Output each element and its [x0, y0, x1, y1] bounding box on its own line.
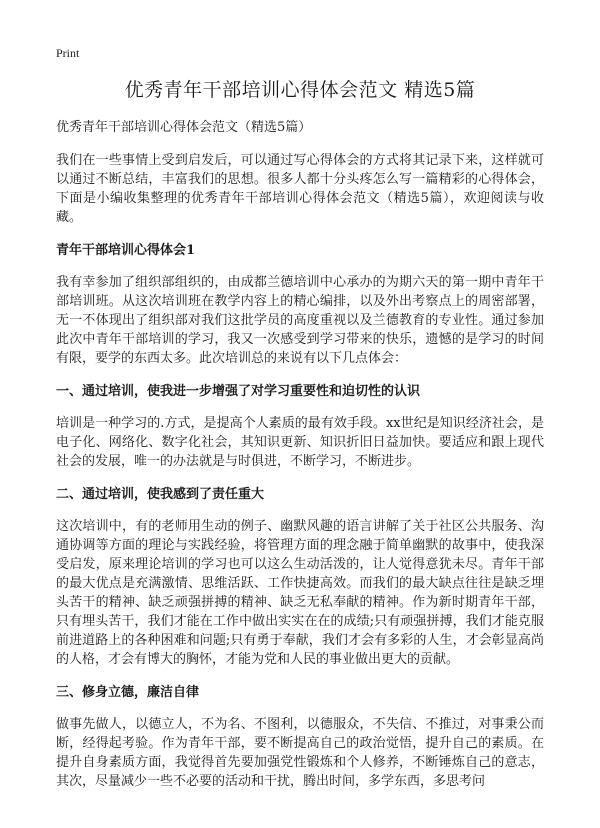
page-title: 优秀青年干部培训心得体会范文 精选5篇: [124, 79, 476, 101]
heading-2: 二、通过培训，使我感到了责任重大: [56, 487, 265, 502]
section-1-paragraph: 我有幸参加了组织部组织的，由成都兰德培训中心承办的为期六天的第一期中青年干部培训班。从这次培训班在教学内容上的精心编排，以及外出考察点上的周密部署，无一不体现出了组织部对我们这批学员的高度重视以及兰德教育的专业性。通过参加此次中青年干部培训的学习，我又一次感受到学习带来的快乐，遗憾的是学习的时间有限，要学的东西太多。此次培训总的来说有以下几点体会：: [56, 275, 544, 366]
heading-1: 一、通过培训，使我进一步增强了对学习重要性和迫切性的认识: [56, 384, 421, 399]
document-subtitle: 优秀青年干部培训心得体会范文（精选5篇）: [56, 120, 312, 135]
section-1-title: 青年干部培训心得体会1: [56, 243, 196, 258]
document-body: [56, 76, 544, 805]
paragraph-2: 这次培训中，有的老师用生动的例子、幽默风趣的语言讲解了关于社区公共服务、沟通协调等方面的理论与实践经验，将管理方面的理念融于简单幽默的故事中，使我深受启发，原来理论培训的学习也可以这么生动活泼的，让人觉得意犹未尽。青年干部的最大优点是充满激情、思维活跃、工作快捷高效。而我们的最大缺点往往是缺乏埋头苦干的精神、缺乏顽强拼搏的精神、缺乏无私奉献的精神。作为新时期青年干部，只有埋头苦干，我们才能在工作中做出实实在在的成绩;只有顽强拼搏，我们才能克服前进道路上的各种困难和问题;只有勇于奉献，我们才会有多彩的人生，才会彰显高尚的人格，才会有博大的胸怀，才能为党和人民的事业做出更大的贡献。: [56, 519, 544, 667]
intro-paragraph: 我们在一些事情上受到启发后，可以通过写心得体会的方式将其记录下来，这样就可以通过不断总结，丰富我们的思想。很多人都十分头疼怎么写一篇精彩的心得体会，下面是小编收集整理的优秀青年干部培训心得体会范文（精选5篇），欢迎阅读与收藏。: [56, 153, 544, 225]
heading-3: 三、修身立德，廉洁自律: [56, 685, 200, 700]
paragraph-3: 做事先做人，以德立人，不为名、不图利，以德服众，不失信、不推过，对事秉公而断，经得起考验。作为青年干部，要不断提高自己的政治觉悟，提升自己的素质。在提升自身素质方面，我觉得首先要加强党性锻炼和个人修养，不断锤炼自己的意志，其次，尽量减少一些不必要的活动和干扰，腾出时间，多学东西，多思考问: [56, 717, 544, 789]
print-link[interactable]: Print: [56, 46, 80, 60]
paragraph-1: 培训是一种学习的.方式，是提高个人素质的最有效手段。xx世纪是知识经济社会，是电子化、网络化、数字化社会，其知识更新、知识折旧日益加快。要适应和跟上现代社会的发展，唯一的办法就是与时俱进，不断学习，不断进步。: [56, 416, 544, 469]
